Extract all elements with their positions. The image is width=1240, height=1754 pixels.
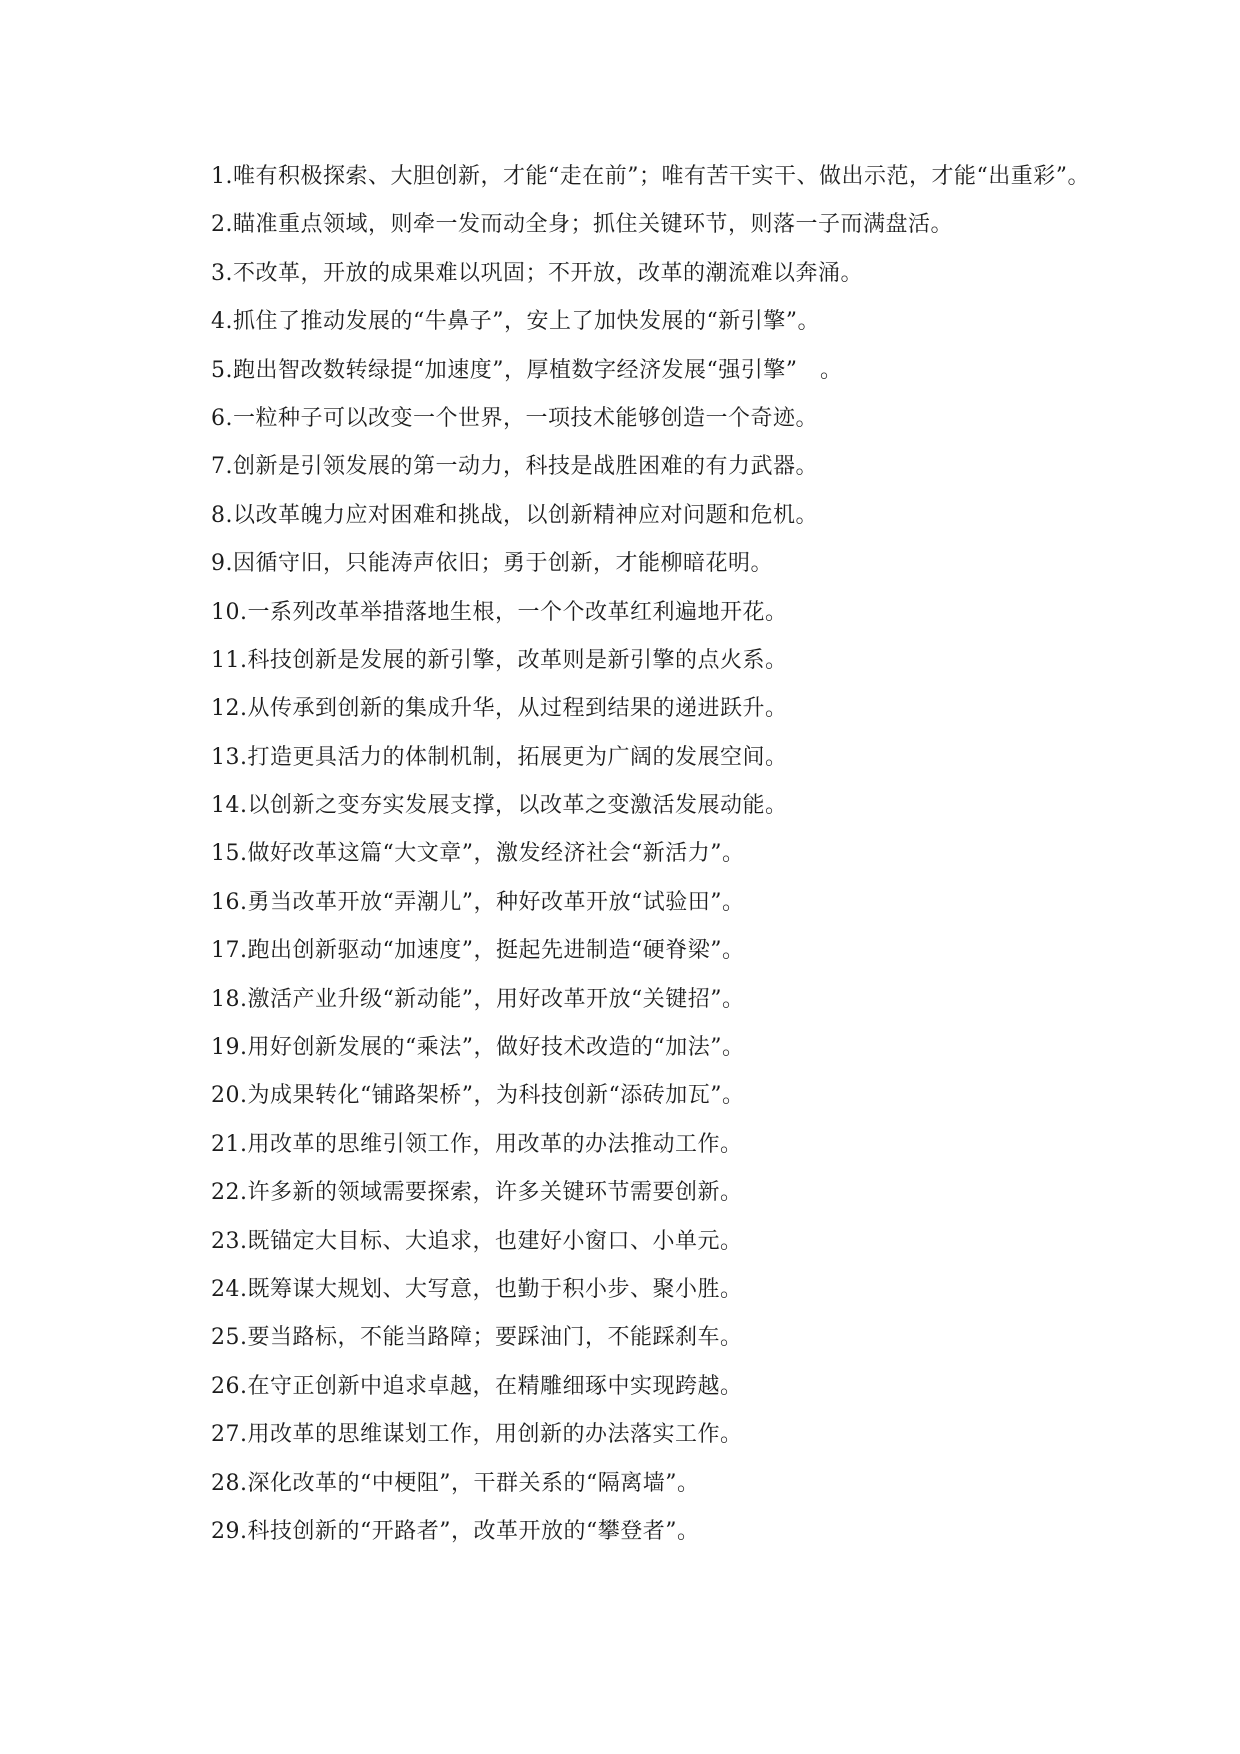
list-item: 1.唯有积极探索、大胆创新，才能“走在前”；唯有苦干实干、做出示范，才能“出重彩”。 xyxy=(211,164,1090,189)
list-item: 10.一系列改革举措落地生根，一个个改革红利遍地开花。 xyxy=(211,599,788,625)
list-item: 27.用改革的思维谋划工作，用创新的办法落实工作。 xyxy=(211,1422,743,1448)
list-item: 3.不改革，开放的成果难以巩固；不开放，改革的潮流难以奔涌。 xyxy=(211,260,863,286)
list-item: 28.深化改革的“中梗阻”，干群关系的“隔离墙”。 xyxy=(211,1470,700,1496)
list-item: 15.做好改革这篇“大文章”，激发经济社会“新活力”。 xyxy=(211,841,745,867)
list-item: 12.从传承到创新的集成升华，从过程到结果的递进跃升。 xyxy=(211,696,788,722)
list-item: 4.抓住了推动发展的“牛鼻子”，安上了加快发展的“新引擎”。 xyxy=(211,309,820,335)
list-item: 9.因循守旧，只能涛声依旧；勇于创新，才能柳暗花明。 xyxy=(211,551,773,577)
list-item: 17.跑出创新驱动“加速度”，挺起先进制造“硬脊梁”。 xyxy=(211,938,745,964)
list-item: 23.既锚定大目标、大追求，也建好小窗口、小单元。 xyxy=(211,1228,743,1254)
list-item: 5.跑出智改数转绿提“加速度”，厚植数字经济发展“强引擎” 。 xyxy=(211,357,843,383)
list-item: 24.既筹谋大规划、大写意，也勤于积小步、聚小胜。 xyxy=(211,1276,743,1302)
list-item: 20.为成果转化“铺路架桥”，为科技创新“添砖加瓦”。 xyxy=(211,1083,745,1109)
list-item: 14.以创新之变夯实发展支撑，以改革之变激活发展动能。 xyxy=(211,793,788,819)
list-item: 26.在守正创新中追求卓越，在精雕细琢中实现跨越。 xyxy=(211,1373,743,1399)
list-item: 29.科技创新的“开路者”，改革开放的“攀登者”。 xyxy=(211,1518,700,1544)
list-item: 19.用好创新发展的“乘法”，做好技术改造的“加法”。 xyxy=(211,1035,745,1061)
list-item: 7.创新是引领发展的第一动力，科技是战胜困难的有力武器。 xyxy=(211,454,818,480)
document-body xyxy=(163,160,1098,1563)
list-item: 8.以改革魄力应对困难和挑战，以创新精神应对问题和危机。 xyxy=(211,502,818,528)
list-item: 6.一粒种子可以改变一个世界，一项技术能够创造一个奇迹。 xyxy=(211,405,818,431)
list-item: 11.科技创新是发展的新引擎，改革则是新引擎的点火系。 xyxy=(211,647,788,673)
list-item: 18.激活产业升级“新动能”，用好改革开放“关键招”。 xyxy=(211,986,745,1012)
list-item: 13.打造更具活力的体制机制，拓展更为广阔的发展空间。 xyxy=(211,744,788,770)
list-item: 21.用改革的思维引领工作，用改革的办法推动工作。 xyxy=(211,1131,743,1157)
list-item: 16.勇当改革开放“弄潮儿”，种好改革开放“试验田”。 xyxy=(211,889,745,915)
list-item: 25.要当路标，不能当路障；要踩油门，不能踩刹车。 xyxy=(211,1325,743,1351)
list-item: 22.许多新的领域需要探索，许多关键环节需要创新。 xyxy=(211,1180,743,1206)
list-item: 2.瞄准重点领域，则牵一发而动全身；抓住关键环节，则落一子而满盘活。 xyxy=(211,212,953,238)
